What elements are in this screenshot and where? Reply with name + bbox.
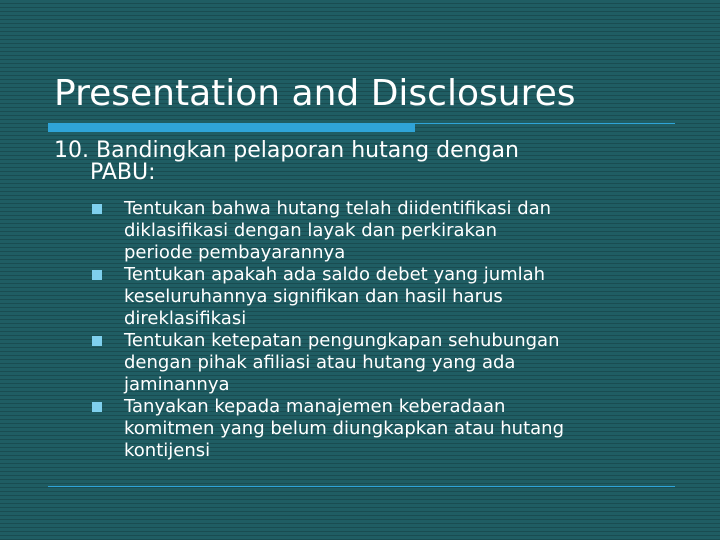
bullet-list <box>54 198 674 462</box>
footer-rule <box>48 486 675 487</box>
square-bullet-icon <box>92 336 102 346</box>
bullet-text-line: komitmen yang belum diungkapkan atau hutang <box>124 418 565 439</box>
lead-line: 10. Bandingkan pelaporan hutang dengan <box>54 138 519 163</box>
bullet-text-line: Tentukan bahwa hutang telah diidentifikasi dan <box>124 198 552 219</box>
slide-title: Presentation and Disclosures <box>54 73 576 114</box>
square-bullet-icon <box>92 204 102 214</box>
bullet-text-line: kontijensi <box>124 440 211 461</box>
bullet-text-line: Tentukan apakah ada saldo debet yang jumlah <box>124 264 546 285</box>
bullet-text-line: periode pembayarannya <box>124 242 346 263</box>
bullet-item <box>54 330 674 396</box>
bullet-item <box>54 264 674 330</box>
square-bullet-icon <box>92 270 102 280</box>
lead-paragraph <box>54 140 674 184</box>
bullet-item <box>54 198 674 264</box>
lead-line: PABU: <box>90 160 156 185</box>
bullet-text-line: Tanyakan kepada manajemen keberadaan <box>124 396 506 417</box>
bullet-text-line: jaminannya <box>124 374 230 395</box>
bullet-text-line: keseluruhannya signifikan dan hasil harus <box>124 286 503 307</box>
bullet-item <box>54 396 674 462</box>
bullet-text-line: Tentukan ketepatan pengungkapan sehubungan <box>124 330 560 351</box>
bullet-text-line: diklasifikasi dengan layak dan perkirakan <box>124 220 498 241</box>
bullet-text-line: dengan pihak afiliasi atau hutang yang ada <box>124 352 516 373</box>
square-bullet-icon <box>92 402 102 412</box>
bullet-text-line: direklasifikasi <box>124 308 247 329</box>
title-accent-bar <box>48 124 415 132</box>
slide-body <box>54 140 674 462</box>
